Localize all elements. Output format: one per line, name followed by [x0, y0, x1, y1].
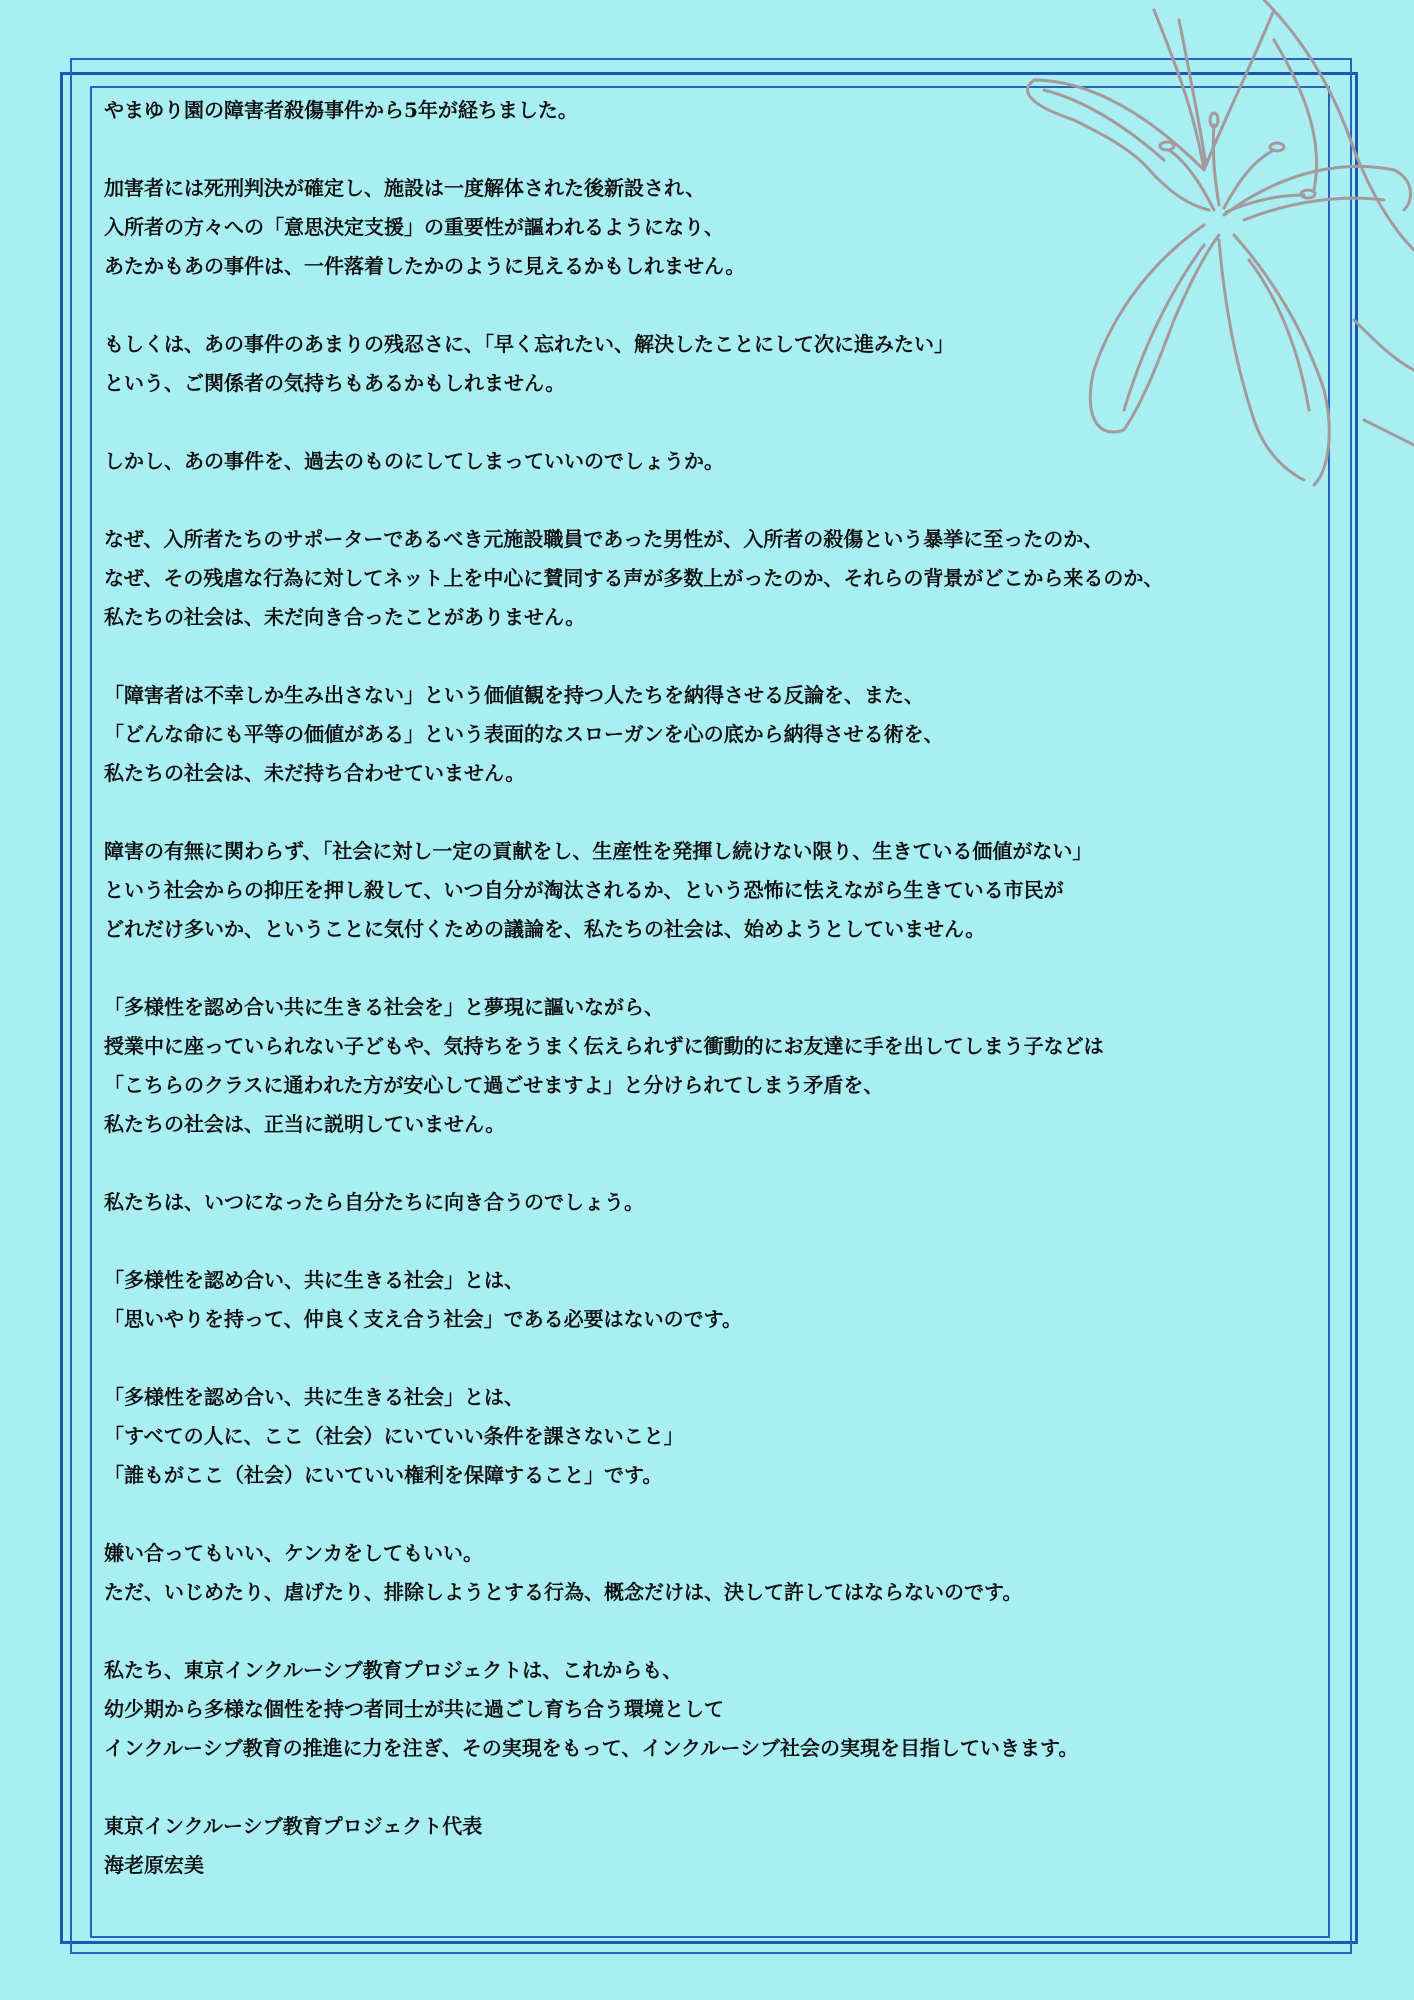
letter-line: あたかもあの事件は、一件落着したかのように見えるかもしれません。 [104, 254, 746, 278]
letter-paragraph [104, 169, 1294, 286]
letter-line: 「障害者は不幸しか生み出さない」という価値観を持つ人たちを納得させる反論を、また、 [104, 683, 924, 707]
signature-block [104, 1807, 1294, 1885]
letter-line: なぜ、入所者たちのサポーターであるべき元施設職員であった男性が、入所者の殺傷という暴挙に至ったのか、 [104, 527, 1104, 551]
letter-paragraph [104, 1378, 1294, 1495]
letter-line: 「すべての人に、ここ（社会）にいていい条件を課さないこと」 [104, 1424, 684, 1448]
letter-paragraph [104, 1651, 1294, 1768]
letter-line: もしくは、あの事件のあまりの残忍さに、「早く忘れたい、解決したことにして次に進みたい」 [104, 332, 954, 356]
letter-line: 「どんな命にも平等の価値がある」という表面的なスローガンを心の底から納得させる術を、 [104, 722, 944, 746]
letter-line: 授業中に座っていられない子どもや、気持ちをうまく伝えられずに衝動的にお友達に手を出してしまう子などは [104, 1034, 1104, 1058]
letter-paragraph [104, 442, 1294, 481]
letter-line: 私たちは、いつになったら自分たちに向き合うのでしょう。 [104, 1190, 644, 1214]
letter-paragraph [104, 520, 1294, 637]
letter-line: 「こちらのクラスに通われた方が安心して過ごせますよ」と分けられてしまう矛盾を、 [104, 1073, 884, 1097]
letter-line: ただ、いじめたり、虐げたり、排除しようとする行為、概念だけは、決して許してはならないのです。 [104, 1580, 1023, 1604]
letter-line: 「多様性を認め合い共に生きる社会を」と夢現に謳いながら、 [104, 995, 664, 1019]
letter-paragraph [104, 988, 1294, 1144]
letter-line: 私たちの社会は、未だ持ち合わせていません。 [104, 761, 526, 785]
letter-line: 入所者の方々への「意思決定支援」の重要性が謳われるようになり、 [104, 215, 724, 239]
letter-line: 「多様性を認め合い、共に生きる社会」とは、 [104, 1268, 524, 1292]
signature-title: 東京インクルーシブ教育プロジェクト代表 [104, 1814, 483, 1838]
letter-line: どれだけ多いか、ということに気付くための議論を、私たちの社会は、始めようとしていません。 [104, 917, 986, 941]
letter-paragraph [104, 1261, 1294, 1339]
letter-line: なぜ、その残虐な行為に対してネット上を中心に賛同する声が多数上がったのか、それらの背景がどこから来るのか、 [104, 566, 1164, 590]
letter-line: 「多様性を認め合い、共に生きる社会」とは、 [104, 1385, 524, 1409]
letter-line: 「思いやりを持って、仲良く支え合う社会」である必要はないのです。 [104, 1307, 742, 1331]
letter-line: 私たち、東京インクルーシブ教育プロジェクトは、これからも、 [104, 1658, 683, 1682]
letter-line: やまゆり園の障害者殺傷事件から5年が経ちました。 [104, 98, 578, 122]
letter-paragraph [104, 1534, 1294, 1612]
letter-paragraphs [104, 91, 1294, 1768]
letter-line: 私たちの社会は、正当に説明していません。 [104, 1112, 506, 1136]
letter-paragraph [104, 832, 1294, 949]
letter-line: 幼少期から多様な個性を持つ者同士が共に過ごし育ち合う環境として [104, 1697, 724, 1721]
letter-line: 障害の有無に関わらず、「社会に対し一定の貢献をし、生産性を発揮し続けない限り、生きている価値がない」 [104, 839, 1093, 863]
letter-line: しかし、あの事件を、過去のものにしてしまっていいのでしょうか。 [104, 449, 724, 473]
letter-paragraph [104, 1183, 1294, 1222]
letter-line: 嫌い合ってもいい、ケンカをしてもいい。 [104, 1541, 483, 1565]
letter-line: 私たちの社会は、未だ向き合ったことがありません。 [104, 605, 586, 629]
letter-paragraph [104, 325, 1294, 403]
signature-name: 海老原宏美 [104, 1853, 204, 1877]
letter-paragraph [104, 676, 1294, 793]
letter-line: という社会からの抑圧を押し殺して、いつ自分が淘汰されるか、という恐怖に怯えながら生きている市民が [104, 878, 1064, 902]
letter-body [104, 91, 1294, 1885]
letter-line: 加害者には死刑判決が確定し、施設は一度解体された後新設され、 [104, 176, 706, 200]
letter-line: インクルーシブ教育の推進に力を注ぎ、その実現をもって、インクルーシブ社会の実現を目指していきます。 [104, 1736, 1079, 1760]
letter-line: という、ご関係者の気持ちもあるかもしれません。 [104, 371, 566, 395]
letter-paragraph [104, 91, 1294, 130]
letter-line: 「誰もがここ（社会）にいていい権利を保障すること」です。 [104, 1463, 663, 1487]
